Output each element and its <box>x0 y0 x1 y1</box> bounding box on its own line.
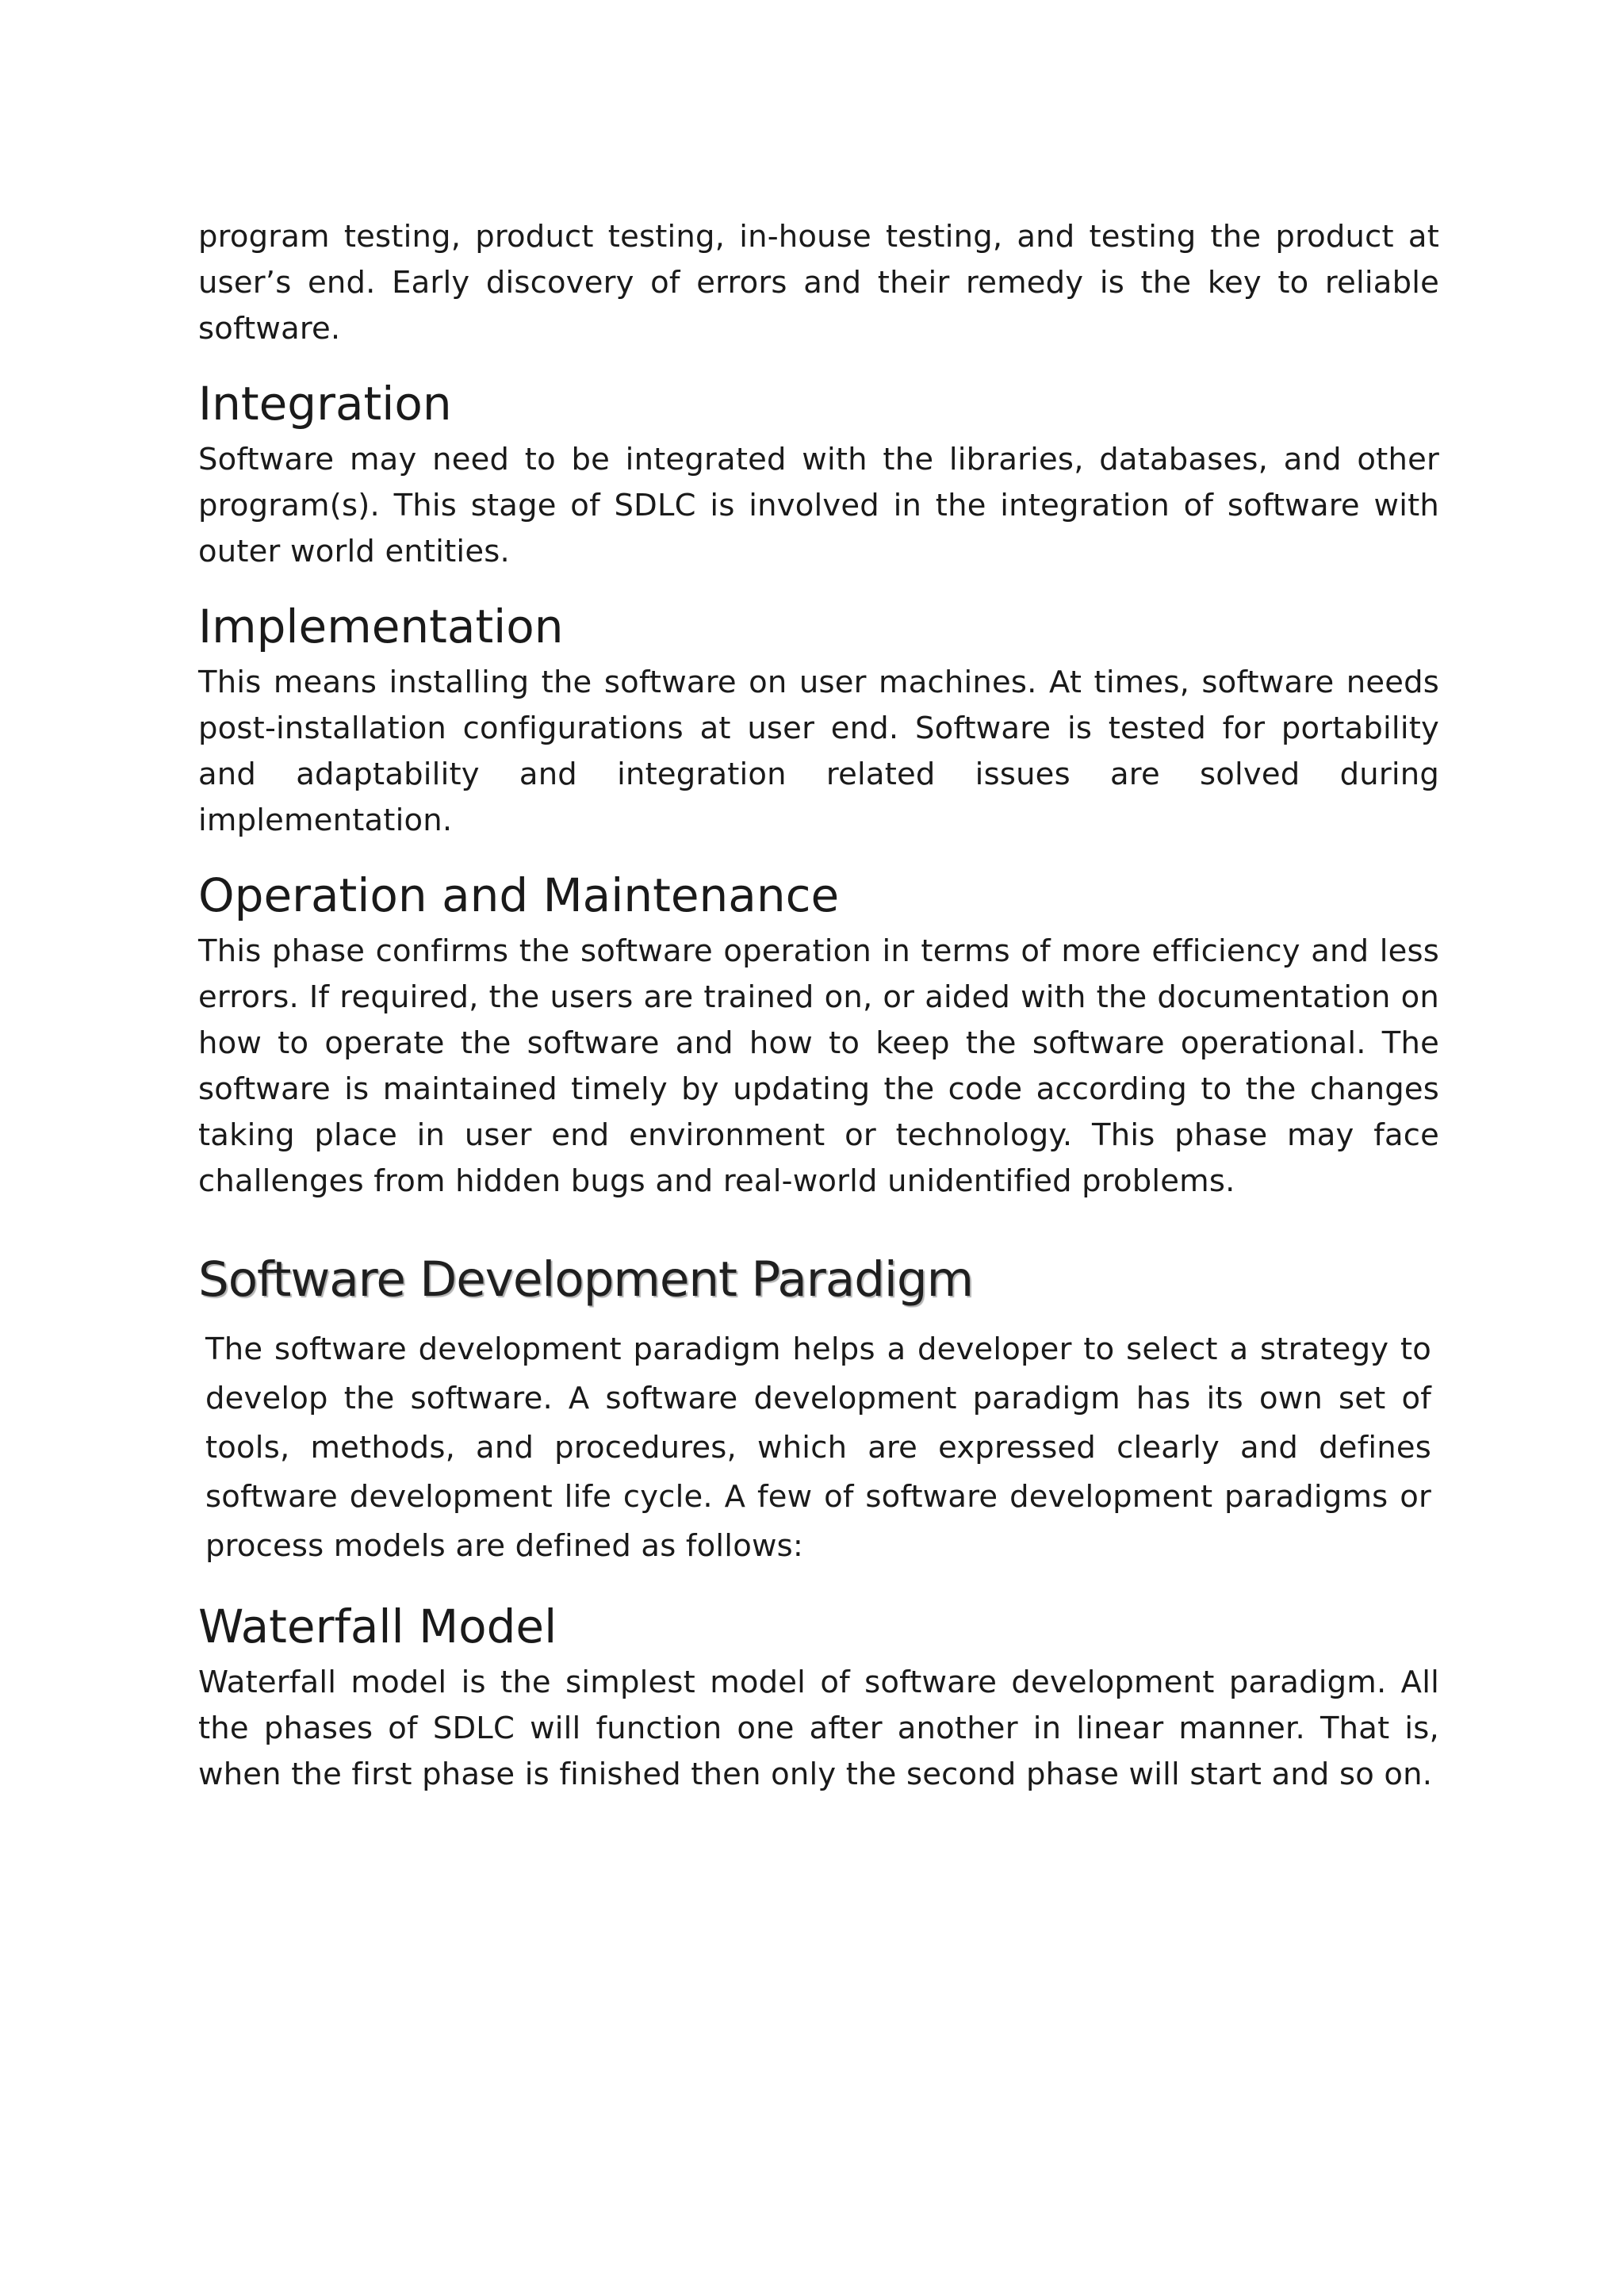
paradigm-title: Software Development Paradigm <box>198 1251 974 1308</box>
paradigm-paragraph: The software development paradigm helps a developer to select a strategy to develop the software. A software development paradigm has its own set of tools, methods, and procedures, which are expressed clearly and defines software development life cycle. A few of software development paradigms or process models are defined as follows: <box>205 1331 1431 1564</box>
document-page <box>198 214 1439 1798</box>
waterfall-heading: Waterfall Model <box>198 1600 557 1653</box>
implementation-heading: Implementation <box>198 600 564 653</box>
waterfall-paragraph: Waterfall model is the simplest model of software development paradigm. All the phases of SDLC will function one after another in linear manner. That is, when the first phase is finished then only the second phase will start and so on. <box>198 1665 1439 1792</box>
paradigm-block <box>205 1325 1431 1571</box>
implementation-paragraph: This means installing the software on user machines. At times, software needs post-installation configurations at user end. Software is tested for portability and adaptability and integration related issues are solved during implementation. <box>198 665 1439 838</box>
intro-paragraph: program testing, product testing, in-house testing, and testing the product at user’s end. Early discovery of errors and their remedy is the key to reliable software. <box>198 219 1439 347</box>
integration-paragraph: Software may need to be integrated with the libraries, databases, and other program(s). This stage of SDLC is involved in the integration of software with outer world entities. <box>198 442 1439 569</box>
integration-heading: Integration <box>198 377 452 431</box>
operation-maintenance-paragraph: This phase confirms the software operation in terms of more efficiency and less errors. If required, the users are trained on, or aided with the documentation on how to operate the software and how to keep the software operational. The software is maintained timely by updating the code according to the changes taking place in user end environment or technology. This phase may face challenges from hidden bugs and real-world unidentified problems. <box>198 933 1439 1199</box>
operation-maintenance-heading: Operation and Maintenance <box>198 868 840 922</box>
